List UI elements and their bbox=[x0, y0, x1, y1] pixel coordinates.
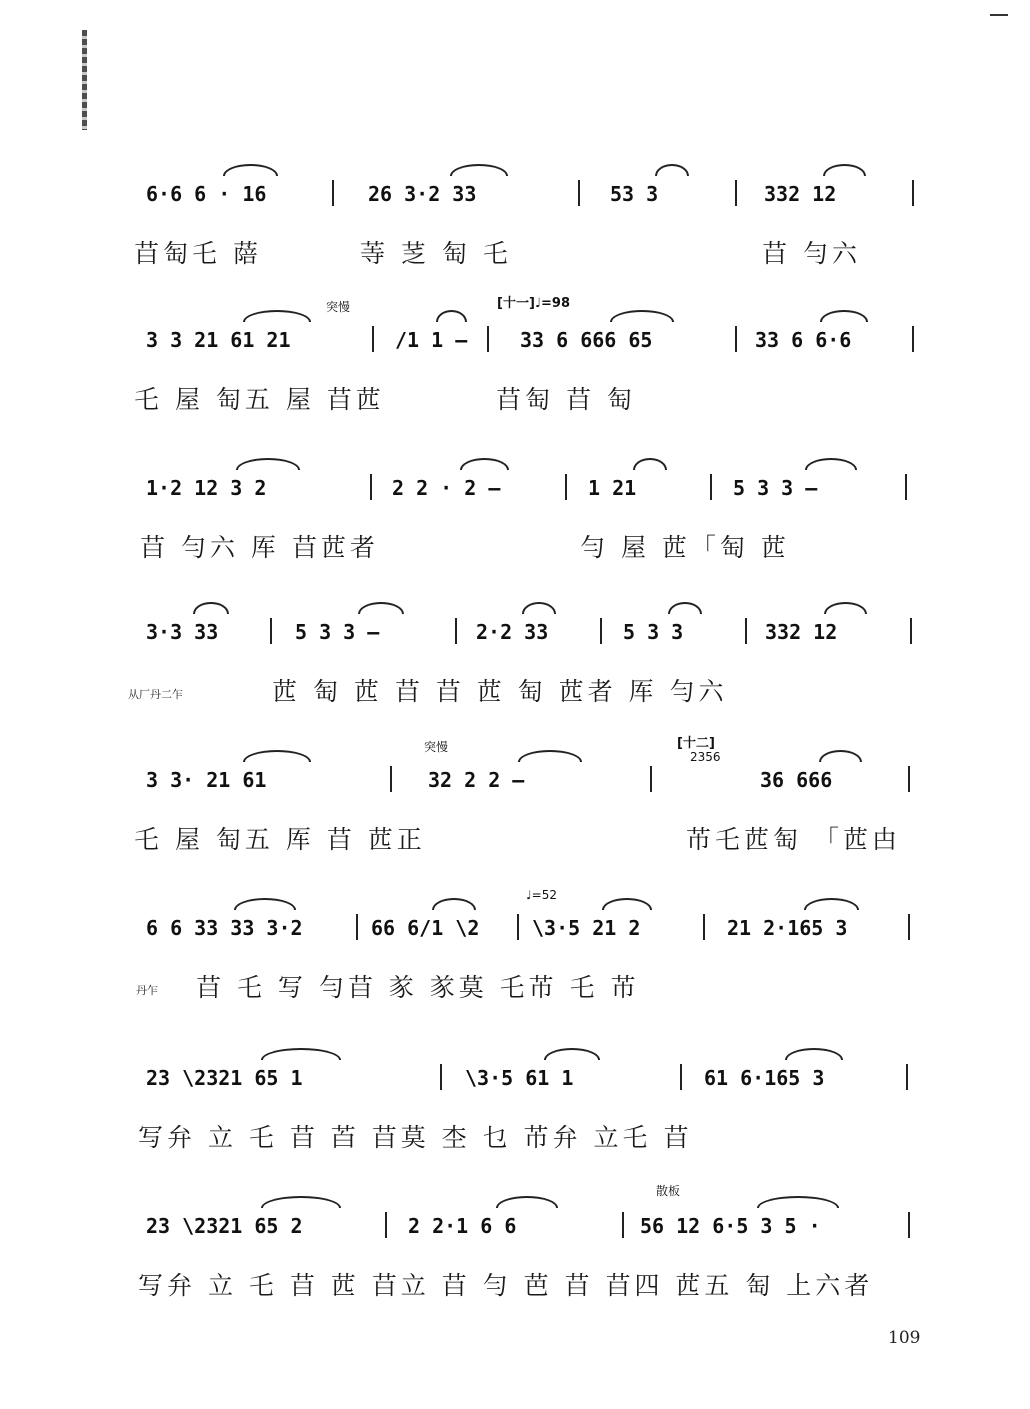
corner-mark bbox=[990, 14, 1008, 16]
section-marker: [十一]♩=98 bbox=[497, 296, 570, 311]
measure: /1 1 — bbox=[395, 328, 468, 352]
barline bbox=[390, 766, 392, 792]
barline bbox=[912, 326, 914, 352]
notation-line bbox=[0, 176, 1030, 216]
barline bbox=[710, 474, 712, 500]
barline bbox=[270, 618, 272, 644]
slur-mark bbox=[757, 1196, 839, 1208]
slur-mark bbox=[820, 310, 868, 322]
notation-line bbox=[0, 736, 1030, 802]
tablature-text: 从厂丹二乍 bbox=[128, 688, 183, 701]
slur-mark bbox=[496, 1196, 559, 1208]
tablature-text: 苉 匋 苉 䒤 䒤 苉 匋 苉者 厍 勻六 bbox=[272, 677, 728, 706]
slur-mark bbox=[785, 1048, 843, 1060]
barline bbox=[908, 914, 910, 940]
measure: 3·3 33 bbox=[146, 620, 219, 644]
tablature-text: 䒤 乇 写 勻䒤 㒸 㒸莫 乇芇 乇 芇 bbox=[196, 973, 640, 1002]
slur-mark bbox=[655, 164, 689, 176]
barline bbox=[455, 618, 457, 644]
barline bbox=[703, 914, 705, 940]
measure: 1 21 bbox=[588, 476, 637, 500]
tablature-text: ​䒤匋乇 䔒 bbox=[134, 239, 262, 268]
barline bbox=[517, 914, 519, 940]
tablature-text: 乇 屋 匋五 厍 䒤 苉正 bbox=[134, 825, 426, 854]
notation-line bbox=[0, 1184, 1030, 1248]
slur-mark bbox=[450, 164, 509, 176]
tablature-text: ​䒤匋​ ​䒤 匋​ bbox=[496, 385, 636, 414]
slur-mark bbox=[261, 1048, 342, 1060]
tablature-line bbox=[0, 818, 1030, 858]
slur-mark bbox=[522, 602, 557, 614]
measure: 23 \2321 65 1 bbox=[146, 1066, 303, 1090]
notation-line bbox=[0, 888, 1030, 950]
slur-mark bbox=[633, 458, 667, 470]
tablature-text: 芇乇苉匋 「苉甴 bbox=[686, 825, 901, 854]
barline bbox=[332, 180, 334, 206]
slur-mark bbox=[358, 602, 404, 614]
measure: 3 3· 21 61 bbox=[146, 768, 267, 792]
page-number: 109 bbox=[888, 1328, 921, 1348]
slur-mark bbox=[432, 898, 477, 910]
barline bbox=[440, 1064, 442, 1090]
notation-line bbox=[0, 296, 1030, 362]
measure: 2 2 · 2 — bbox=[392, 476, 501, 500]
barline bbox=[487, 326, 489, 352]
barline bbox=[912, 180, 914, 206]
barline bbox=[372, 326, 374, 352]
measure: 32 2 2 — bbox=[428, 768, 525, 792]
measure: 23 \2321 65 2 bbox=[146, 1214, 303, 1238]
measure: 5 3 3 bbox=[623, 620, 684, 644]
tablature-line bbox=[0, 1264, 1030, 1304]
tablature-line bbox=[0, 670, 1030, 710]
slur-mark bbox=[460, 458, 509, 470]
barline bbox=[905, 474, 907, 500]
tablature-text: 勻 屋 苉「匋 苉 bbox=[580, 533, 790, 562]
section-marker: [十二] bbox=[677, 736, 715, 751]
barline bbox=[600, 618, 602, 644]
slur-mark bbox=[243, 750, 312, 762]
measure: 5 3 3 — bbox=[733, 476, 818, 500]
slur-mark bbox=[805, 458, 857, 470]
measure: 26 3·2 33 bbox=[368, 182, 477, 206]
measure: 56 12 6·5 3 5 · bbox=[640, 1214, 821, 1238]
slur-mark bbox=[823, 164, 866, 176]
barline bbox=[745, 618, 747, 644]
notation-line bbox=[0, 470, 1030, 510]
tablature-text: ​䓁 䒦 ​匋 乇 bbox=[360, 239, 512, 268]
measure: 332 12 bbox=[764, 182, 837, 206]
slur-mark bbox=[544, 1048, 601, 1060]
slur-mark bbox=[824, 602, 867, 614]
notation-line bbox=[0, 614, 1030, 654]
tablature-line bbox=[0, 966, 1030, 1006]
barline bbox=[680, 1064, 682, 1090]
barline bbox=[356, 914, 358, 940]
slur-mark bbox=[193, 602, 229, 614]
barline bbox=[735, 326, 737, 352]
slur-mark bbox=[804, 898, 859, 910]
measure: 2 2·1 6 6 bbox=[408, 1214, 517, 1238]
measure: 36 666 bbox=[760, 768, 833, 792]
measure: 2·2 33 bbox=[476, 620, 549, 644]
barline bbox=[565, 474, 567, 500]
tempo-marking: 2356 bbox=[690, 750, 721, 764]
slur-mark bbox=[518, 750, 582, 762]
slur-mark bbox=[236, 458, 300, 470]
measure: 61 6·165 3 bbox=[704, 1066, 825, 1090]
measure: 332 12 bbox=[765, 620, 838, 644]
measure: 6·6 6 · 16 bbox=[146, 182, 267, 206]
measure: 3 3 21 61 21 bbox=[146, 328, 291, 352]
tempo-marking: 突慢 bbox=[326, 300, 351, 314]
tablature-text: 䒤 勻六 bbox=[762, 239, 861, 268]
measure: 66 6/1 \2 bbox=[371, 916, 480, 940]
tablature-text: 䒤 勻六 厍 䒤苉者 bbox=[140, 533, 379, 562]
barline bbox=[370, 474, 372, 500]
slur-mark bbox=[610, 310, 674, 322]
tempo-marking: 散板 bbox=[656, 1184, 681, 1198]
barline bbox=[910, 618, 912, 644]
slur-mark bbox=[223, 164, 278, 176]
barline bbox=[622, 1212, 624, 1238]
measure: 53 3 bbox=[610, 182, 659, 206]
barline bbox=[385, 1212, 387, 1238]
tempo-marking: ♩=52 bbox=[526, 888, 557, 902]
barline bbox=[908, 1212, 910, 1238]
barline bbox=[735, 180, 737, 206]
measure: 6 6 33 33 3·2 bbox=[146, 916, 303, 940]
measure: 1·2 12 3 2 bbox=[146, 476, 267, 500]
slur-mark bbox=[243, 310, 312, 322]
measure: \3·5 21 2 bbox=[532, 916, 641, 940]
barline bbox=[650, 766, 652, 792]
tablature-line bbox=[0, 378, 1030, 418]
tempo-marking: 突慢 bbox=[424, 740, 449, 754]
measure: 33 6 6·6 bbox=[755, 328, 852, 352]
barline bbox=[908, 766, 910, 792]
tablature-line bbox=[0, 232, 1030, 272]
tablature-text: 丹乍 bbox=[136, 984, 158, 997]
slur-mark bbox=[819, 750, 862, 762]
measure: 33 6 666 65 bbox=[520, 328, 653, 352]
barline bbox=[906, 1064, 908, 1090]
binding-edge-mark bbox=[82, 30, 87, 130]
slur-mark bbox=[668, 602, 702, 614]
barline bbox=[578, 180, 580, 206]
tablature-line bbox=[0, 1116, 1030, 1156]
tablature-text: 写弁 立 乇 䒤 苉 䒤立 䒤 勻 芭 䒤 䒤四 苉五 匋 上六者 bbox=[138, 1271, 874, 1300]
tablature-text: 写弁 立 乇 䒤 苩 䒤莫 杢 乜 芇弁 立乇 䒤 bbox=[138, 1123, 693, 1152]
measure: 5 3 3 — bbox=[295, 620, 380, 644]
slur-mark bbox=[602, 898, 653, 910]
slur-mark bbox=[234, 898, 297, 910]
tablature-text: 乇 屋 匋五 屋 䒤苉 bbox=[134, 385, 385, 414]
slur-mark bbox=[261, 1196, 342, 1208]
measure: \3·5 61 1 bbox=[465, 1066, 574, 1090]
tablature-line bbox=[0, 526, 1030, 566]
measure: 21 2·165 3 bbox=[727, 916, 848, 940]
slur-mark bbox=[436, 310, 467, 322]
notation-line bbox=[0, 1060, 1030, 1100]
